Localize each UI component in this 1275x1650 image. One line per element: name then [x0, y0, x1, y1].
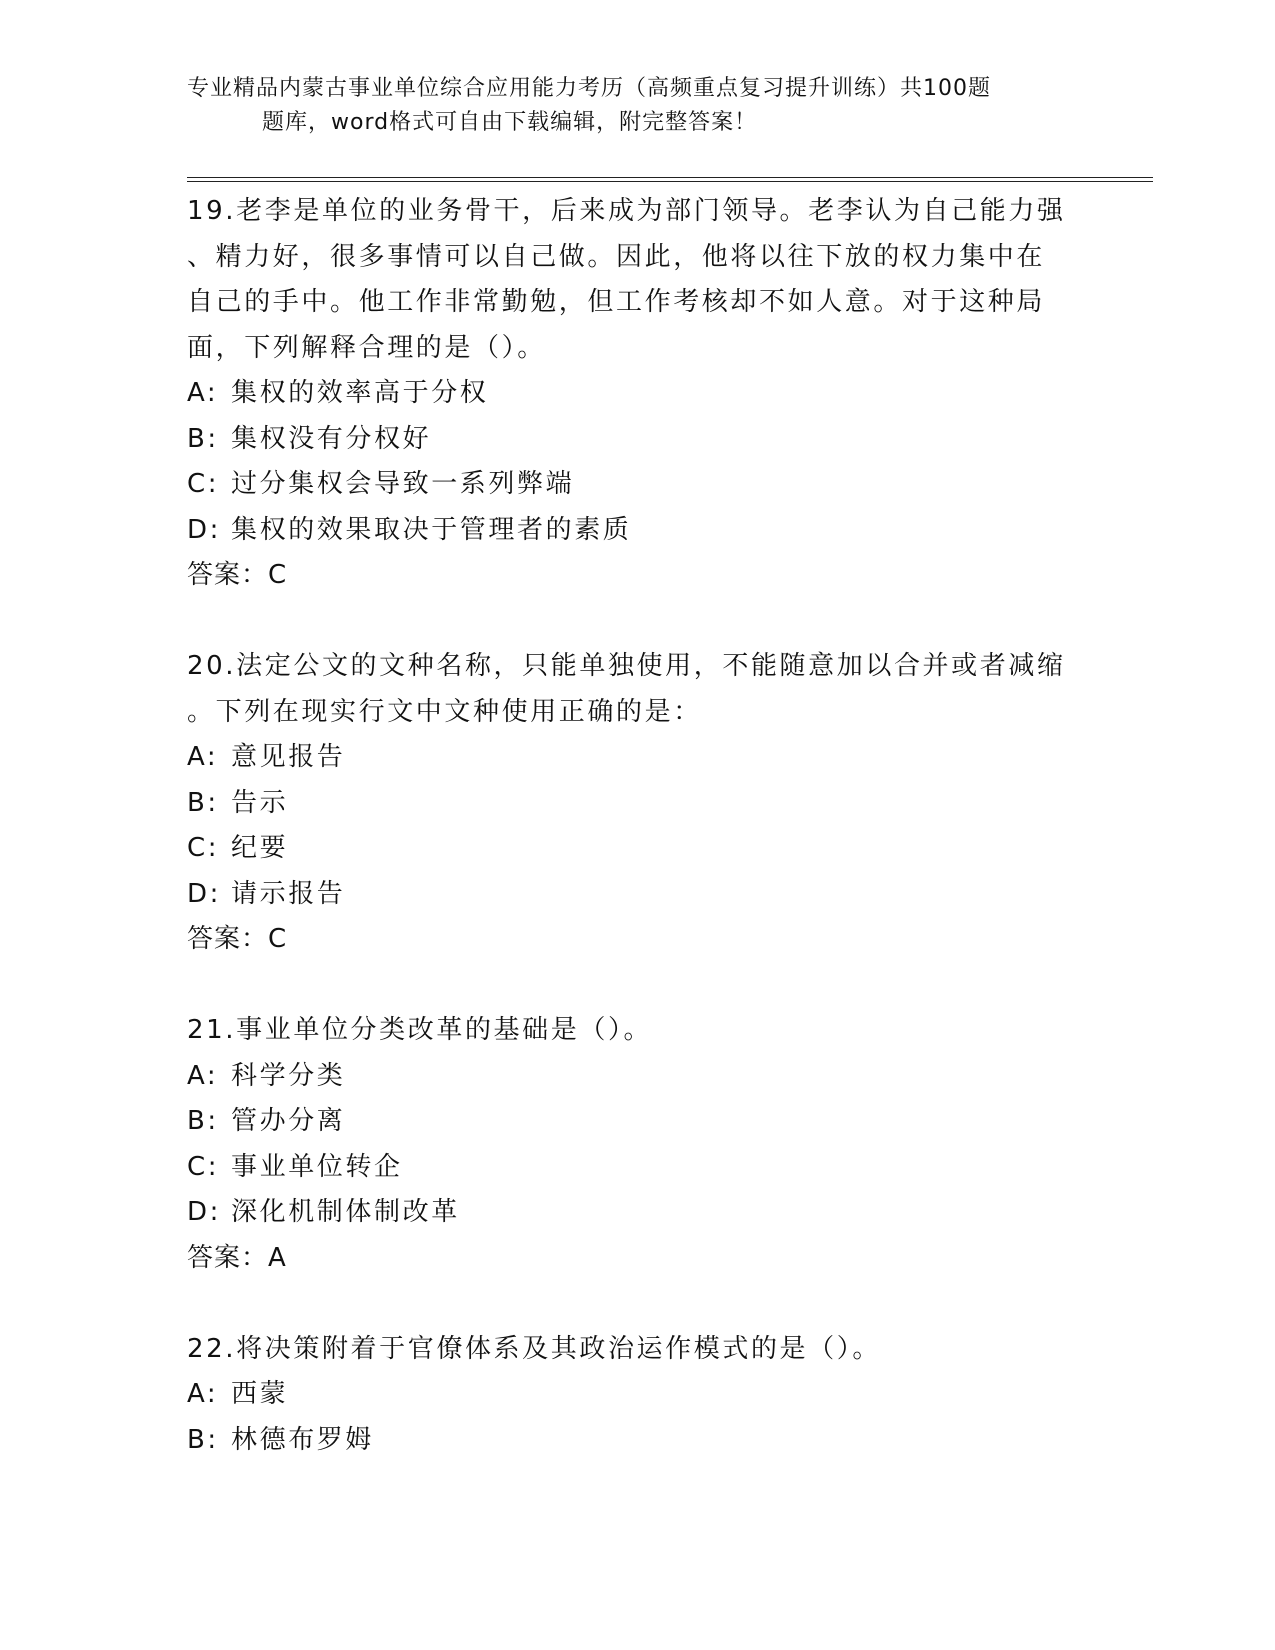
- answer-line: 答案：C: [187, 560, 288, 590]
- option-text: 集权没有分权好: [231, 423, 432, 454]
- option-key: B:: [187, 1106, 219, 1136]
- option-key: C:: [187, 833, 220, 863]
- option-text: 纪要: [231, 833, 289, 863]
- question-stem: [187, 189, 1067, 371]
- option-key: B:: [187, 787, 219, 818]
- option-text: 管办分离: [231, 1106, 346, 1136]
- stem-line: 19.老李是单位的业务骨干，后来成为部门领导。老李认为自己能力强: [187, 196, 1066, 226]
- option-key: A:: [187, 742, 219, 772]
- option-a: [187, 1054, 1087, 1100]
- stem-line: 。下列在现实行文中文种使用正确的是：: [187, 696, 702, 727]
- question-20: [187, 644, 1087, 963]
- option-text: 林德布罗姆: [231, 1424, 375, 1455]
- question-stem: [187, 1327, 1067, 1373]
- question-list: [187, 189, 1087, 1463]
- option-key: D:: [187, 514, 221, 545]
- spacer: [187, 963, 1087, 1009]
- option-key: D:: [187, 1197, 221, 1227]
- stem-line: 面，下列解释合理的是（）。: [187, 332, 546, 363]
- header-title-line-1: 专业精品内蒙古事业单位综合应用能力考历（高频重点复习提升训练）共100题: [187, 76, 991, 101]
- option-d: [187, 508, 1087, 554]
- option-a: [187, 1372, 1087, 1418]
- question-22: [187, 1327, 1087, 1464]
- option-d: [187, 1190, 1087, 1236]
- option-a: [187, 371, 1087, 417]
- header-title-line-2: 题库，word格式可自由下载编辑，附完整答案！: [262, 110, 758, 135]
- option-d: [187, 872, 1087, 918]
- option-key: B:: [187, 423, 219, 454]
- option-key: C:: [187, 469, 220, 499]
- option-text: 科学分类: [231, 1060, 346, 1091]
- question-stem: [187, 644, 1067, 735]
- option-text: 请示报告: [231, 878, 346, 909]
- question-stem: [187, 1008, 1067, 1054]
- option-b: [187, 417, 1087, 463]
- option-c: [187, 462, 1087, 508]
- option-key: D:: [187, 878, 221, 909]
- option-c: [187, 1145, 1087, 1191]
- option-text: 意见报告: [231, 742, 346, 772]
- option-b: [187, 781, 1087, 827]
- option-key: A:: [187, 378, 219, 408]
- option-c: [187, 826, 1087, 872]
- stem-line: 21.事业单位分类改革的基础是（）。: [187, 1015, 653, 1045]
- option-key: B:: [187, 1424, 219, 1455]
- option-text: 事业单位转企: [231, 1151, 403, 1182]
- option-text: 深化机制体制改革: [231, 1197, 460, 1227]
- option-key: A:: [187, 1379, 219, 1409]
- option-text: 过分集权会导致一系列弊端: [231, 469, 575, 499]
- option-text: 集权的效果取决于管理者的素质: [231, 514, 632, 545]
- option-a: [187, 735, 1087, 781]
- option-key: A:: [187, 1060, 219, 1091]
- option-b: [187, 1418, 1087, 1464]
- option-text: 告示: [231, 787, 289, 818]
- option-b: [187, 1099, 1087, 1145]
- document-header: [187, 72, 1067, 140]
- answer-line: 答案：A: [187, 1242, 287, 1273]
- stem-line: 、精力好，很多事情可以自己做。因此，他将以往下放的权力集中在: [187, 241, 1046, 272]
- question-21: [187, 1008, 1087, 1281]
- stem-line: 自己的手中。他工作非常勤勉，但工作考核却不如人意。对于这种局: [187, 287, 1046, 317]
- header-divider-bottom: [187, 181, 1153, 182]
- option-text: 西蒙: [231, 1379, 289, 1409]
- header-divider-top: [187, 177, 1153, 178]
- stem-line: 22.将决策附着于官僚体系及其政治运作模式的是（）。: [187, 1333, 881, 1364]
- stem-line: 20.法定公文的文种名称，只能单独使用，不能随意加以合并或者减缩: [187, 651, 1066, 681]
- spacer: [187, 599, 1087, 645]
- spacer: [187, 1281, 1087, 1327]
- question-19: [187, 189, 1087, 599]
- answer-line: 答案：C: [187, 924, 288, 954]
- option-text: 集权的效率高于分权: [231, 378, 489, 408]
- option-key: C:: [187, 1151, 220, 1182]
